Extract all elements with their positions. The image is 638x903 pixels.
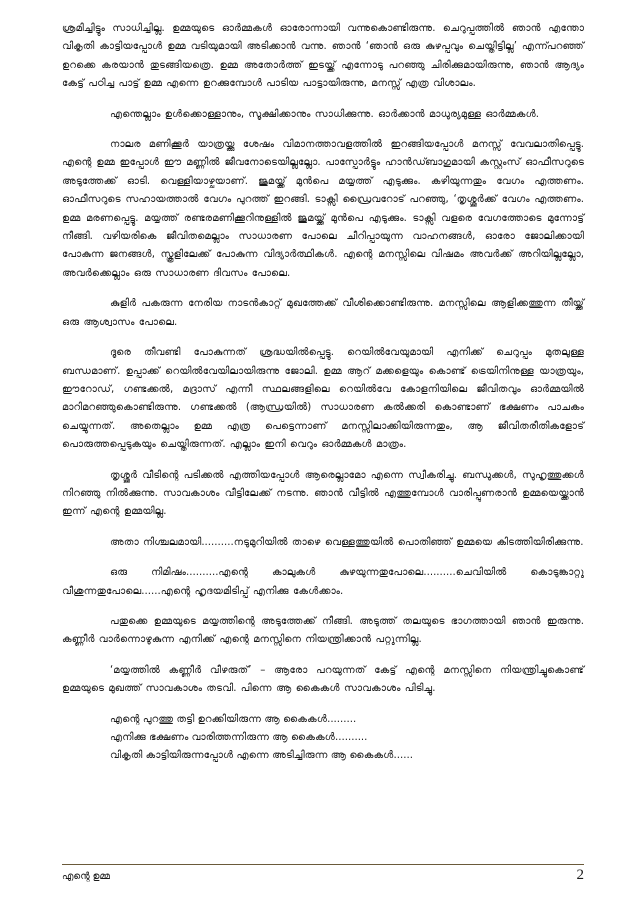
page-footer	[62, 864, 584, 889]
paragraph-3: നാലര മണിക്കൂർ യാത്രയ്ക്കു ശേഷം വിമാനത്താവളത്തിൽ ഇറങ്ങിയപ്പോൾ മനസ്സ് വേവലാതിപ്പെട്ടു. എന്റെ ഉമ്മ ഇപ്പോൾ ഈ മണ്ണിൽ ജീവനോടെയില്ലല്ലോ. പാസ്പോർട്ടും ഹാൻഡ്ബാഗുമായി കസ്റ്റംസ് ഓഫീസറുടെ അടുത്തേക്ക് ഓടി. വെള്ളിയാഴ്ചയാണ്. ജുമയ്ക്ക് മുൻപെ മയ്യത്ത് എടുക്കും. കഴിയുന്നതും വേഗം എത്തണം. ഓഫീസറുടെ സഹായത്താൽ വേഗം പുറത്ത് ഇറങ്ങി. ടാക്സി ഡ്രൈവറോട് പറഞ്ഞു, ‘തൃശ്ശൂർക്ക് വേഗം എത്തണം. ഉമ്മ മരണപ്പെട്ടു. മയ്യത്ത് രണ്ടരമണിക്കൂറിനുള്ളിൽ ജുമയ്ക്ക് മുൻപെ എടുക്കും. ടാക്സി വളരെ വേഗത്തോടെ മുന്നോട്ട് നീങ്ങി. വഴിയരികെ ജീവിതമെല്ലാം സാധാരണ പോലെ ചീറിപ്പായുന്ന വാഹനങ്ങൾ, ഓരോ ജോലിക്കായി പോകുന്ന ജനങ്ങൾ, സ്കൂളിലേക്ക് പോകുന്ന വിദ്യാർത്ഥികൾ. എന്റെ മനസ്സിലെ വിഷമം അവർക്ക് അറിയില്ലല്ലോ, അവർക്കെല്ലാം ഒരു സാധാരണ ദിവസം പോലെ.	[62, 139, 584, 279]
paragraph-8: ഒരു നിമിഷം..........എന്റെ കാലുകൾ കുഴയുന്നതുപോലെ..........ചെവിയിൽ കൊടുങ്കാറ്റു വീശുന്നതുപോലെ......എന്റെ ഹൃദയമിടിപ്പ് എനിക്കു കേൾക്കാം.	[62, 567, 584, 597]
paragraph-7: അതാ നിശ്ചലമായി..........നടുമുറിയിൽ താഴെ വെള്ളത്തുയിൽ പൊതിഞ്ഞ് ഉമ്മയെ കിടത്തിയിരിക്കുന്നു.	[110, 536, 584, 548]
paragraph-6: തൃശ്ശൂർ വീടിന്റെ പടിക്കൽ എത്തിയപ്പോൾ ആരെല്ലാമോ എന്നെ സ്വീകരിച്ചു. ബന്ധുക്കൾ, സുഹൃത്തുക്കൾ നിറഞ്ഞു നിൽക്കുന്നു. സാവകാശം വീട്ടിലേക്ക് നടന്നു. ഞാൻ വീട്ടിൽ എത്തുമ്പോൾ വാരിപ്പുണരാൻ ഉമ്മയെയ്ക്കാൻ ഇന്ന് എന്റെ ഉമ്മയില്ല.	[62, 469, 584, 518]
page-number: 2	[576, 867, 584, 883]
paragraph-5: ദൂരെ തീവണ്ടി പോകുന്നത് ശ്രദ്ധയിൽപ്പെട്ടു. റെയിൽവേയുമായി എനിക്ക് ചെറുപ്പം മുതലുള്ള ബന്ധമാണ്. ഉപ്പാക്ക് റെയിൽവേയിലായിരുന്നു ജോലി. ഉമ്മ ആറ് മക്കളെയും കൊണ്ട് ട്രെയിനിനുള്ള യാത്രയും, ഈറോഡ്, ഗണ്ടക്കൽ, മദ്രാസ് എന്നീ സ്ഥലങ്ങളിലെ റെയിൽവേ കോളനിയിലെ ജീവിതവും ഓർമ്മയിൽ മാറിമറഞ്ഞുകൊണ്ടിരുന്നു. ഗണ്ടക്കൽ (ആന്ധ്രയിൽ) സാധാരണ കൽക്കരി കൊണ്ടാണ് ഭക്ഷണം പാചകം ചെയ്യുന്നത്. അതെല്ലാം ഉമ്മ എത്ര പെട്ടെന്നാണ് മനസ്സിലാക്കിയിരുന്നതും, ആ ജീവിതരീതികളോട് പൊരുത്തപ്പെടുകയും ചെയ്തിരുന്നത്. എല്ലാം ഇനി വെറും ഓർമ്മകൾ മാത്രം.	[62, 347, 584, 451]
poem-line-3: വികൃതി കാട്ടിയിരുന്നപ്പോൾ എന്നെ അടിച്ചിരുന്ന ആ കൈകൾ......	[110, 750, 413, 762]
footer-title: എന്റെ ഉമ്മ	[62, 871, 110, 882]
paragraph-4: കുളിർ പകരുന്ന നേരിയ നാടൻകാറ്റ് മുഖത്തേക്ക് വീശിക്കൊണ്ടിരുന്നു. മനസ്സിലെ ആളിക്കത്തുന്ന തീയ്ക്ക് ഒരു ആശ്വാസം പോലെ.	[62, 298, 584, 328]
paragraph-1: ശ്രമിച്ചിട്ടും സാധിച്ചില്ല. ഉമ്മയുടെ ഓർമ്മകൾ ഓരോന്നായി വന്നുകൊണ്ടിരുന്നു. ചെറുപ്പത്തിൽ ഞാൻ എന്തോ വികൃതി കാട്ടിയപ്പോൾ ഉമ്മ വടിയുമായി അടിക്കാൻ വന്നു. ഞാൻ ‘ഞാൻ ഒരു കുഴപ്പവും ചെയ്തിട്ടില്ല’ എന്ന്പറഞ്ഞ് ഉറക്കെ കരയാൻ തുടങ്ങിയത്രെ. ഉമ്മ അതോർത്ത് ഇടയ്ക്ക് എന്നോടു പറഞ്ഞു ചിരിക്കുമായിരുന്നു, ഞാൻ ആദ്യം കേട്ട് പഠിച്ച പാട്ട് ഉമ്മ എന്നെ ഉറക്കുമ്പോൾ പാടിയ പാട്ടായിരുന്നു, മനസ്സ് എത്ര വിശാലം.	[62, 23, 584, 90]
poem-line-2: എനിക്കു ഭക്ഷണം വാരിത്തന്നിരുന്ന ആ കൈകൾ..........	[110, 732, 368, 743]
poem-line-1: എന്റെ പുറത്തു തട്ടി ഉറക്കിയിരുന്ന ആ കൈകൾ.........	[110, 713, 357, 725]
document-body	[62, 20, 584, 766]
paragraph-2: എന്തെല്ലാം ഉൾക്കൊള്ളാനും, സൂക്ഷിക്കാനും സാധിക്കുന്നു. ഓർക്കാൻ മാധുര്യമുള്ള ഓർമ്മകൾ.	[110, 108, 540, 120]
poem-block	[110, 711, 584, 766]
paragraph-9: പതുക്കെ ഉമ്മയുടെ മയ്യത്തിന്റെ അടുത്തേക്ക് നീങ്ങി. അടുത്ത് തലയുടെ ഭാഗത്തായി ഞാൻ ഇരുന്നു. കണ്ണീർ വാർന്നൊഴുകുന്ന എനിക്ക് എന്റെ മനസ്സിനെ നിയന്ത്രിക്കാൻ പറ്റുന്നില്ല.	[62, 615, 584, 646]
paragraph-10: ‘മയ്യത്തിൽ കണ്ണീർ വീഴരുത്’ – ആരോ പറയുന്നത് കേട്ട് എന്റെ മനസ്സിനെ നിയന്ത്രിച്ചുകൊണ്ട് ഉമ്മയുടെ മുഖത്ത് സാവകാശം തടവി. പിന്നെ ആ കൈകൾ സാവകാശം പിടിച്ചു.	[62, 664, 584, 695]
